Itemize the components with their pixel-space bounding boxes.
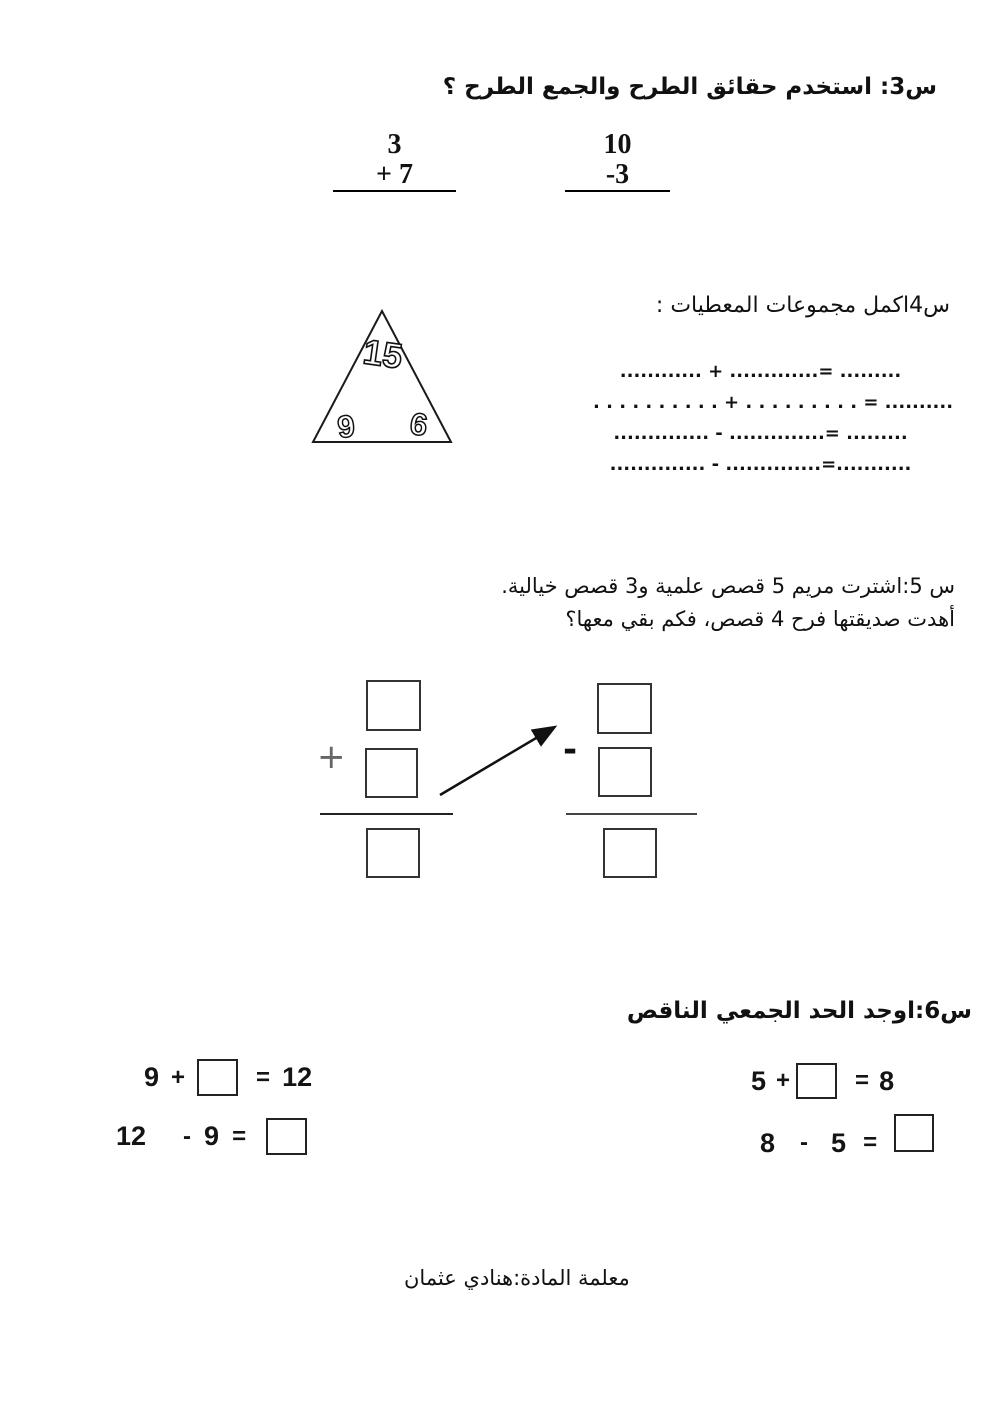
eq2-answer-box[interactable] bbox=[266, 1118, 307, 1155]
arrow-line bbox=[440, 728, 553, 795]
eq2-first-number: 12 bbox=[116, 1121, 147, 1151]
eq4-second-number: 5 bbox=[831, 1127, 847, 1158]
eq1-plus-sign: + bbox=[171, 1063, 186, 1091]
eq2-equals-sign: = bbox=[232, 1122, 247, 1150]
eq3-result-number: 8 bbox=[879, 1065, 895, 1096]
answer-box-sub-bottom[interactable] bbox=[598, 747, 652, 797]
equation-5-plus-blank bbox=[751, 1063, 894, 1099]
question5-text bbox=[501, 570, 955, 636]
problem2-bottom-number: -3 bbox=[605, 159, 630, 190]
eq4-equals-sign: = bbox=[863, 1129, 878, 1156]
subtraction-sum-line bbox=[566, 813, 697, 815]
answer-box-add-bottom[interactable] bbox=[365, 748, 418, 798]
answer-box-add-top[interactable] bbox=[366, 680, 421, 731]
eq2-minus-sign: - bbox=[183, 1122, 192, 1150]
answer-box-sub-top[interactable] bbox=[597, 683, 652, 734]
eq1-first-number: 9 bbox=[144, 1062, 160, 1092]
triangle-outline bbox=[313, 311, 451, 442]
eq1-equals-sign: = bbox=[256, 1063, 271, 1091]
triangle-number-top: 15 bbox=[360, 332, 405, 377]
eq3-equals-sign: = bbox=[855, 1067, 870, 1094]
answer-box-add-result[interactable] bbox=[366, 828, 420, 878]
problem1-bottom-number: + 7 bbox=[376, 159, 413, 190]
teacher-signature-line: معلمة المادة:هنادي عثمان bbox=[404, 1266, 630, 1290]
question6-heading: س6:اوجد الحد الجمعي الناقص bbox=[626, 998, 972, 1024]
problem2-top-number: 10 bbox=[603, 129, 632, 160]
question3-heading: س3: استخدم حقائق الطرح والجمع الطرح ؟ bbox=[442, 74, 937, 100]
triangle-number-right: 6 bbox=[407, 405, 430, 444]
eq4-answer-box[interactable] bbox=[894, 1114, 934, 1152]
answer-line-addition-1[interactable]: ............ + .............= ......... bbox=[619, 361, 902, 382]
plus-sign: + bbox=[317, 737, 346, 777]
vertical-problem-3-plus-7 bbox=[333, 130, 456, 192]
triangle-number-left: 9 bbox=[335, 408, 357, 445]
eq3-answer-box[interactable] bbox=[796, 1063, 837, 1099]
vertical-problem-10-minus-3 bbox=[565, 130, 670, 192]
eq1-result-number: 12 bbox=[282, 1062, 313, 1092]
question4-heading: س4اكمل مجموعات المعطيات : bbox=[655, 293, 950, 318]
question5-line2: أهدت صديقتها فرح 4 قصص، فكم بقي معها؟ bbox=[565, 607, 955, 631]
answer-line-subtraction-2[interactable]: .............. - ..............=........... bbox=[609, 454, 912, 475]
minus-sign: - bbox=[563, 730, 578, 770]
problem1-top-number: 3 bbox=[387, 129, 402, 160]
eq3-plus-sign: + bbox=[776, 1067, 791, 1094]
answer-line-subtraction-1[interactable]: .............. - ..............= ......... bbox=[613, 423, 908, 444]
equation-9-plus-blank bbox=[144, 1059, 312, 1096]
fact-family-triangle bbox=[300, 303, 460, 448]
equation-8-minus-5 bbox=[760, 1124, 934, 1162]
arrow-to-subtraction bbox=[425, 710, 570, 805]
eq4-first-number: 8 bbox=[760, 1127, 776, 1158]
eq3-first-number: 5 bbox=[751, 1065, 767, 1096]
eq2-second-number: 9 bbox=[204, 1121, 220, 1151]
question5-line1: س 5:اشترت مريم 5 قصص علمية و3 قصص خيالية. bbox=[501, 574, 955, 598]
equation-12-minus-9 bbox=[116, 1118, 307, 1155]
eq4-minus-sign: - bbox=[800, 1129, 809, 1156]
answer-box-sub-result[interactable] bbox=[603, 828, 657, 878]
eq1-answer-box[interactable] bbox=[197, 1059, 238, 1096]
answer-line-addition-2[interactable]: . . . . . . . . . . + . . . . . . . . . = .......... bbox=[593, 392, 954, 413]
fact-family-answer-lines bbox=[593, 356, 954, 480]
addition-sum-line bbox=[320, 813, 453, 815]
